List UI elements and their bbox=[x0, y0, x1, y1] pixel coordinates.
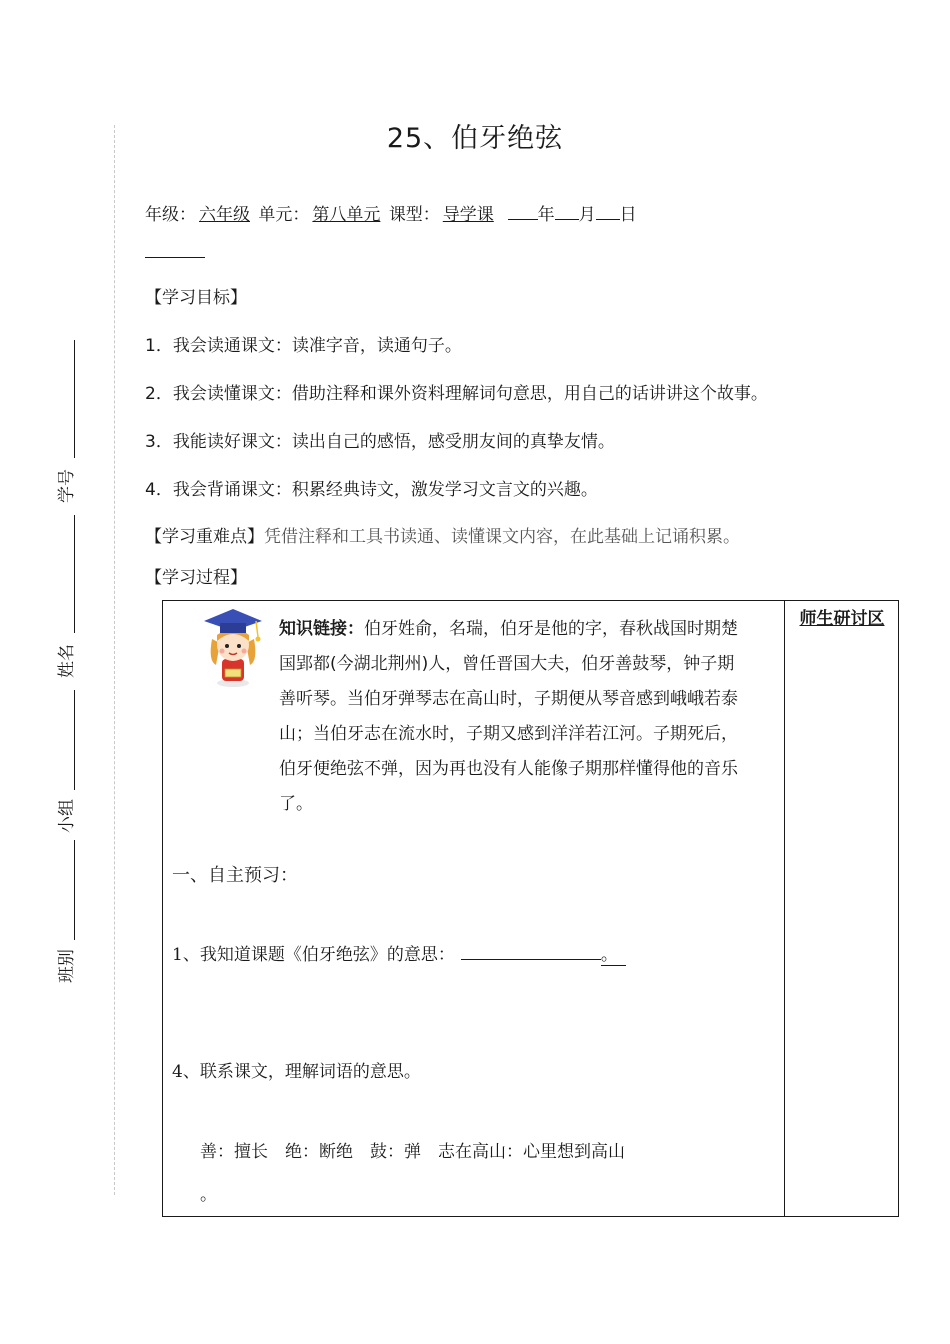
question-1-text: 、我知道课题《伯牙绝弦》的意思： bbox=[182, 945, 455, 965]
student-girl-icon bbox=[198, 603, 268, 689]
question-1-number: 1 bbox=[172, 945, 183, 965]
question-4-number: 4 bbox=[172, 1062, 183, 1082]
year-blank[interactable] bbox=[508, 205, 538, 220]
unit-value: 第八单元 bbox=[312, 205, 381, 225]
goal-item-3: 3．我能读好课文：读出自己的感悟，感受朋友间的真挚友情。 bbox=[145, 432, 615, 452]
goal-item-1: 1．我会读通课文：读准字音，读通句子。 bbox=[145, 336, 462, 356]
type-label: 课型： bbox=[388, 205, 440, 225]
class-blank[interactable] bbox=[74, 840, 75, 940]
lesson-info bbox=[145, 200, 637, 225]
day-label: 日 bbox=[619, 205, 637, 225]
knowledge-link bbox=[279, 612, 749, 814]
group-blank[interactable] bbox=[74, 690, 75, 790]
question-1 bbox=[172, 940, 626, 965]
unit-label: 单元： bbox=[258, 205, 310, 225]
discussion-area-heading: 师生研讨区 bbox=[799, 609, 885, 629]
type-value: 导学课 bbox=[442, 205, 494, 225]
goals-heading: 【学习目标】 bbox=[145, 288, 247, 308]
table-column-divider bbox=[784, 600, 785, 1217]
side-label-class: 班别 bbox=[57, 949, 77, 983]
year-label: 年 bbox=[537, 205, 555, 225]
binding-margin-line bbox=[114, 125, 115, 1195]
key-points-heading: 【学习重难点】 bbox=[145, 527, 264, 547]
question-1-end: 。 bbox=[601, 945, 626, 966]
key-points-text: 凭借注释和工具书读通、读懂课文内容，在此基础上记诵积累。 bbox=[264, 527, 740, 547]
page-title: 25、伯牙绝弦 bbox=[386, 123, 564, 154]
process-heading: 【学习过程】 bbox=[145, 568, 247, 588]
goal-item-2: 2．我会读懂课文：借助注释和课外资料理解词句意思，用自己的话讲讲这个故事。 bbox=[145, 384, 768, 404]
side-label-name: 姓名 bbox=[57, 644, 77, 678]
student-id-blank[interactable] bbox=[74, 340, 75, 458]
name-blank[interactable] bbox=[74, 515, 75, 633]
name-blank-line[interactable] bbox=[145, 257, 205, 258]
knowledge-text: 伯牙姓俞，名瑞，伯牙是他的字，春秋战国时期楚国郢都(今湖北荆州)人，曾任晋国大夫，伯牙善鼓琴，钟子期善听琴。当伯牙弹琴志在高山时，子期便从琴音感到峨峨若泰山；当伯牙志在流水时，子期又感到洋洋若江河。子期死后，伯牙便绝弦不弹，因为再也没有人能像子期那样懂得他的音乐了。 bbox=[279, 619, 738, 814]
month-label: 月 bbox=[578, 205, 596, 225]
knowledge-label: 知识链接： bbox=[279, 619, 364, 639]
vocabulary-line: 善：擅长 绝：断绝 鼓：弹 志在高山：心里想到高山 bbox=[200, 1142, 625, 1162]
question-4 bbox=[172, 1057, 421, 1082]
month-blank[interactable] bbox=[555, 205, 579, 220]
question-4-text: 、联系课文，理解词语的意思。 bbox=[182, 1062, 421, 1082]
side-label-group: 小组 bbox=[57, 799, 77, 833]
goal-item-4: 4．我会背诵课文：积累经典诗文，激发学习文言文的兴趣。 bbox=[145, 480, 598, 500]
question-1-answer-blank[interactable] bbox=[461, 943, 601, 960]
day-blank[interactable] bbox=[596, 205, 620, 220]
preview-heading: 一、自主预习： bbox=[172, 865, 298, 886]
vocabulary-end: 。 bbox=[200, 1185, 217, 1205]
grade-value: 六年级 bbox=[199, 205, 250, 225]
grade-label: 年级： bbox=[145, 205, 196, 225]
key-points bbox=[145, 522, 740, 547]
side-label-student-id: 学号 bbox=[57, 469, 77, 503]
